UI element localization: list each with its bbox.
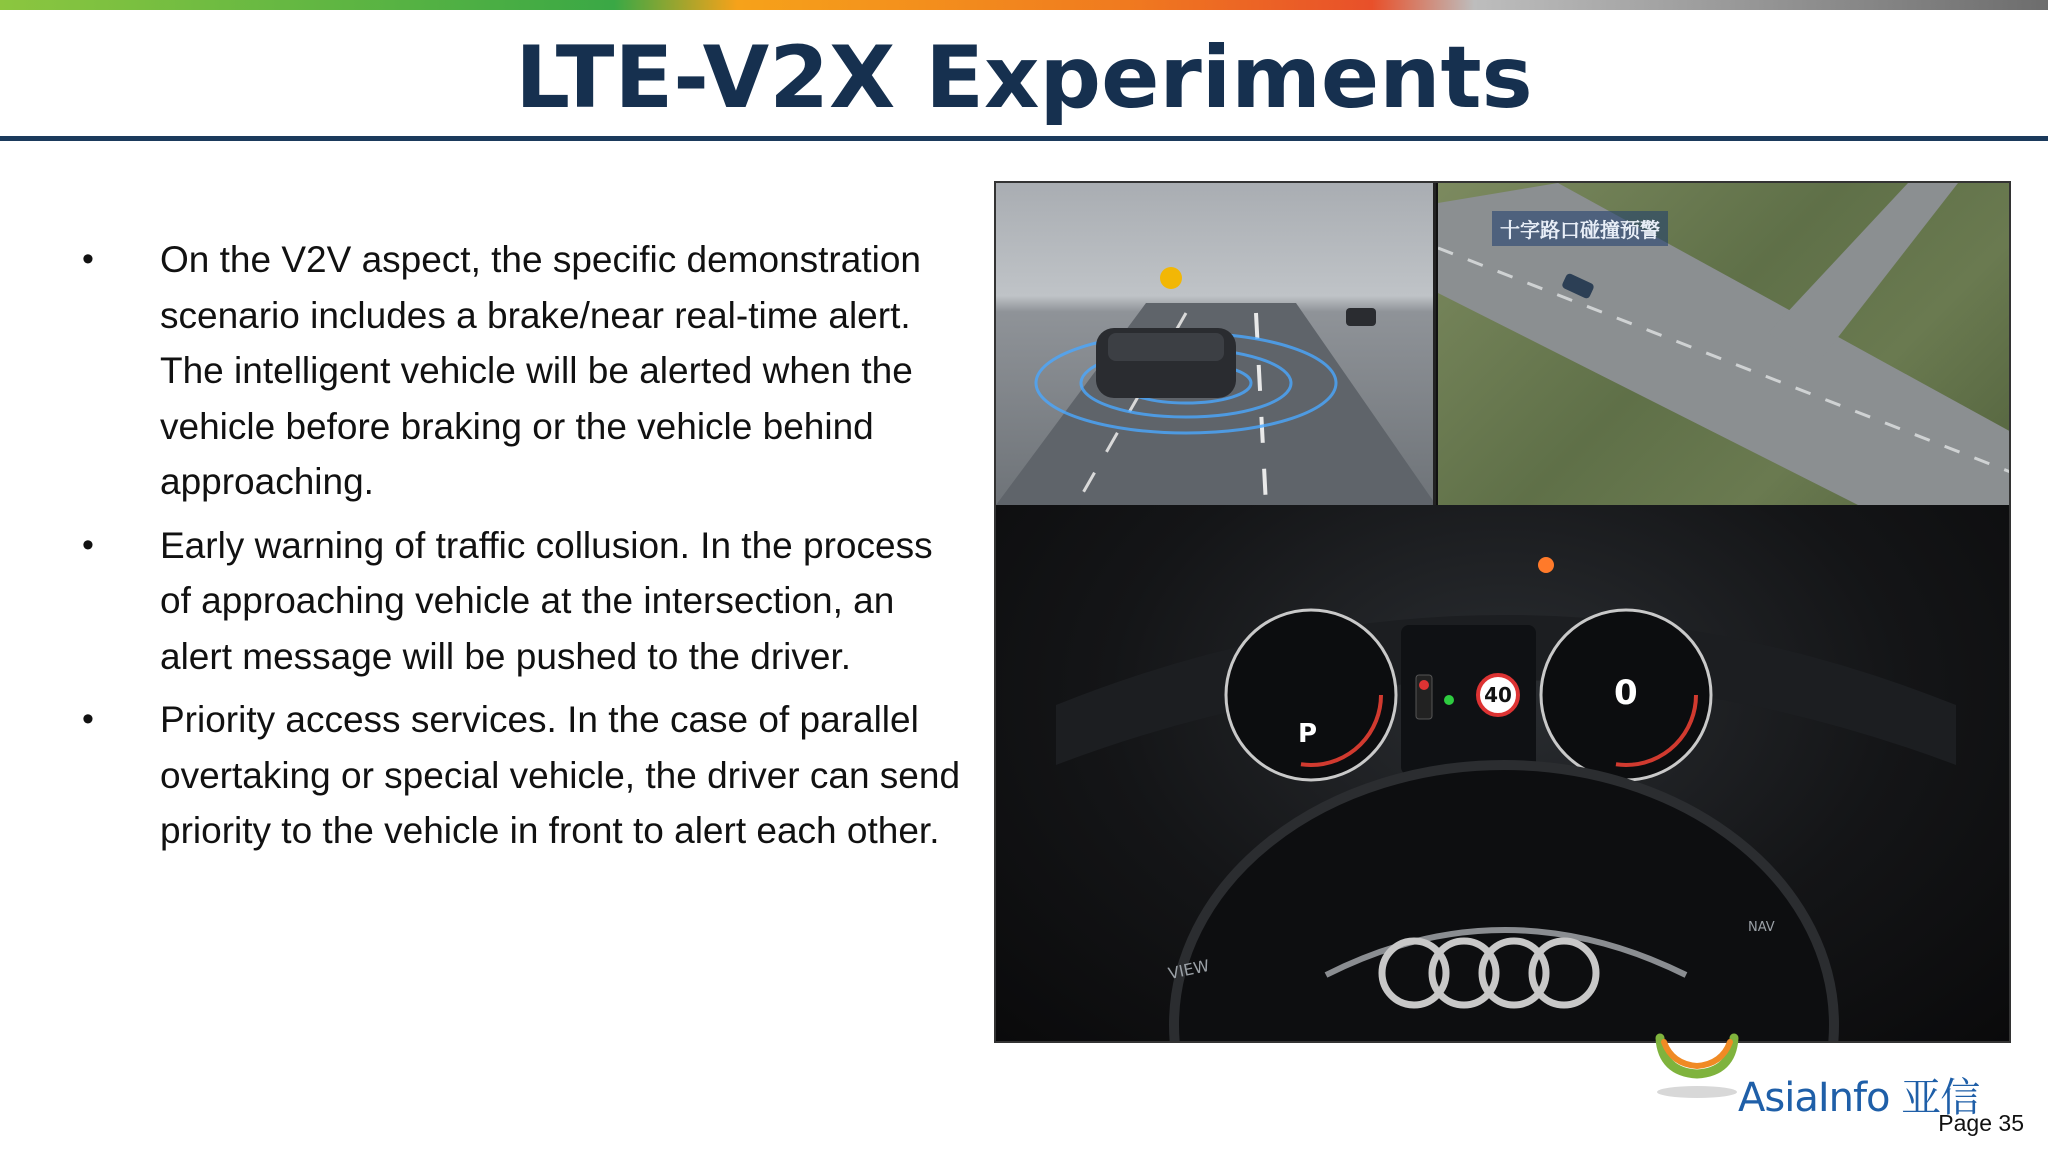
bullet-marker: • [82,525,94,564]
bullet-marker: • [82,240,94,278]
speed-readout: 0 [1614,673,1638,713]
bullet-list [70,232,970,867]
speed-limit-sign: 40 [1476,673,1520,717]
road-scene-illustration [996,183,1436,505]
intersection-warning-label: 十字路口碰撞预警 [1492,211,1668,246]
logo-text: AsiaInfo 亚信 [1738,1075,1980,1121]
bullet-text: Priority access services. In the case of parallel overtaking or special vehicle, the driver can send priority to the vehicle in front to alert each other. [160,699,961,851]
top-accent-bar [0,0,2048,10]
slide-title: LTE-V2X Experiments [515,28,1533,128]
bullet-text: On the V2V aspect, the specific demonstration scenario includes a brake/near real-time alert. The intelligent vehicle will be alerted when the vehicle before braking or the vehicle behind approaching. [160,239,921,502]
bullet-text: Early warning of traffic collusion. In the process of approaching vehicle at the intersection, an alert message will be pushed to the driver. [160,524,933,677]
title-divider [0,136,2048,141]
v2x-demo-photo [994,181,2011,1043]
bullet-item [70,518,970,685]
logo-swoosh-icon [1652,1032,1742,1112]
dashboard-illustration [996,505,2011,1043]
page-number: Page 35 [1938,1110,2024,1136]
asiainfo-logo [1652,1032,1982,1121]
v2v-road-panel [996,183,1436,505]
view-button-label: VIEW [1166,955,1212,984]
gear-indicator: P [1298,719,1318,749]
nav-button-label: NAV [1748,920,1775,935]
bullet-marker: • [82,700,94,738]
dashboard-panel [996,505,2011,1043]
intersection-aerial-panel [1438,183,2011,505]
bullet-item [70,692,970,859]
bullet-item [70,232,970,510]
